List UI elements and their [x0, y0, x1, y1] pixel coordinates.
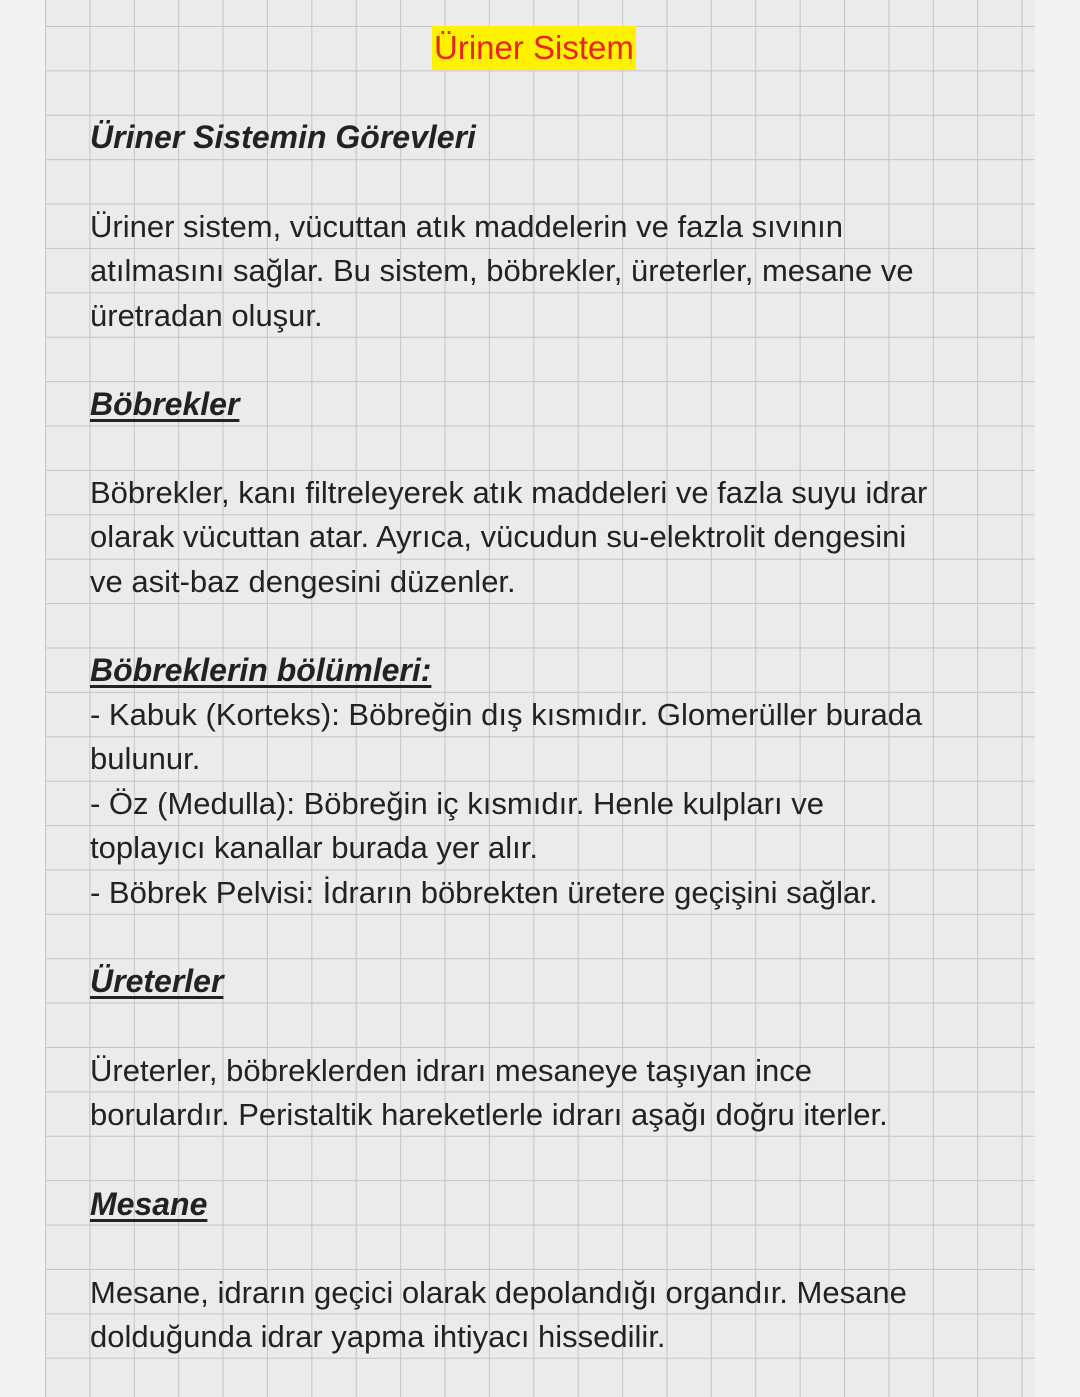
page-title: Üriner Sistem: [432, 26, 636, 70]
paragraph-line: üretradan oluşur.: [90, 297, 323, 333]
paragraph-line: - Böbrek Pelvisi: İdrarın böbrekten üretere geçişini sağlar.: [90, 874, 878, 910]
paragraph-line: Böbrekler, kanı filtreleyerek atık maddeleri ve fazla suyu idrar: [90, 475, 928, 510]
heading-gorevler: Üriner Sistemin Görevleri: [90, 119, 476, 155]
paragraph-mesane: [90, 1271, 990, 1360]
heading-bolumler: Böbreklerin bölümleri:: [90, 652, 432, 688]
paragraph-line: bulunur.: [90, 741, 201, 777]
paragraph-line: Üriner sistem, vücuttan atık maddelerin ve fazla sıvının: [90, 209, 843, 244]
paragraph-line: toplayıcı kanallar burada yer alır.: [90, 830, 539, 866]
paragraph-line: - Öz (Medulla): Böbreğin iç kısmıdır. Henle kulpları ve: [90, 785, 824, 821]
paragraph-bolumler: [90, 693, 990, 915]
paragraph-line: borulardır. Peristaltik hareketlerle idrarı aşağı doğru iterler.: [90, 1097, 888, 1133]
paragraph-line: atılmasını sağlar. Bu sistem, böbrekler, üreterler, mesane ve: [90, 253, 914, 289]
paragraph-line: dolduğunda idrar yapma ihtiyacı hissedilir.: [90, 1319, 666, 1355]
heading-bobrekler: Böbrekler: [90, 386, 240, 422]
paragraph-gorevler: [90, 205, 990, 338]
heading-mesane: Mesane: [90, 1186, 208, 1222]
paragraph-ureterler: [90, 1049, 990, 1138]
paragraph-bobrekler: [90, 471, 990, 604]
paragraph-line: ve asit-baz dengesini düzenler.: [90, 563, 516, 599]
paragraph-line: - Kabuk (Korteks): Böbreğin dış kısmıdır. Glomerüller burada: [90, 697, 923, 732]
paragraph-line: Üreterler, böbreklerden idrarı mesaneye taşıyan ince: [90, 1053, 812, 1088]
heading-ureterler: Üreterler: [90, 963, 224, 999]
paragraph-line: olarak vücuttan atar. Ayrıca, vücudun su-elektrolit dengesini: [90, 519, 907, 555]
paragraph-line: Mesane, idrarın geçici olarak depolandığı organdır. Mesane: [90, 1275, 907, 1310]
